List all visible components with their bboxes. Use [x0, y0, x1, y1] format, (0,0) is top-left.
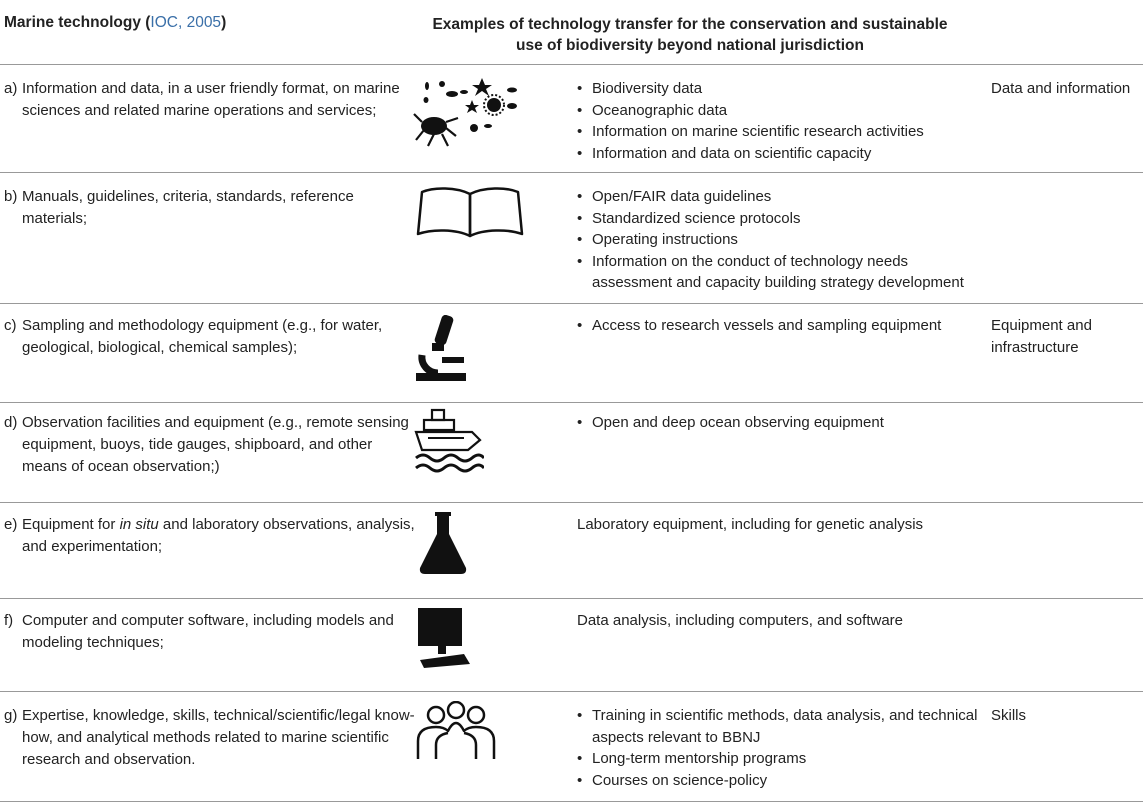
ship-icon — [414, 408, 484, 480]
divider — [0, 172, 1143, 173]
flask-icon — [418, 512, 468, 576]
computer-icon — [416, 606, 472, 670]
examples-list — [577, 315, 987, 337]
list-item: • Access to research vessels and sampling equipment — [577, 315, 987, 337]
header-marine-technology: Marine technology (IOC, 2005) — [4, 14, 227, 31]
row-description: Information and data, in a user friendly format, on marine sciences and related marine operations and services; — [22, 80, 400, 119]
row-letter: d) — [4, 414, 18, 431]
example-text: Data analysis, including computers, and software — [577, 612, 904, 629]
list-item: • Information on the conduct of technology needs assessment and capacity building strategy development — [577, 251, 987, 294]
divider — [0, 303, 1143, 304]
row-letter: a) — [4, 80, 18, 97]
row-letter: e) — [4, 516, 18, 533]
examples-list — [577, 412, 987, 434]
category-label: Equipment and infrastructure — [991, 317, 1092, 356]
row-letter: f) — [4, 612, 14, 629]
row-description: Observation facilities and equipment (e.g., remote sensing equipment, buoys, tide gauges, shipboard, and other means of ocean observation;) — [22, 414, 409, 475]
examples-list — [577, 78, 987, 164]
row-description: Sampling and methodology equipment (e.g., for water, geological, biological, chemical samples); — [22, 317, 383, 356]
category-label: Skills — [991, 707, 1027, 724]
list-item: • Information on marine scientific research activities — [577, 121, 987, 143]
row-letter: c) — [4, 317, 17, 334]
list-item: • Open and deep ocean observing equipment — [577, 412, 987, 434]
citation-link[interactable]: IOC, 2005 — [150, 14, 222, 31]
divider — [0, 801, 1143, 802]
table-header — [0, 0, 1143, 64]
divider — [0, 502, 1143, 503]
people-icon — [414, 701, 498, 765]
list-item: • Standardized science protocols — [577, 208, 987, 230]
row-description: Manuals, guidelines, criteria, standards, reference materials; — [22, 188, 354, 227]
examples-list — [577, 186, 987, 294]
example-text: Laboratory equipment, including for genetic analysis — [577, 516, 924, 533]
list-item: • Operating instructions — [577, 229, 987, 251]
list-item: • Biodiversity data — [577, 78, 987, 100]
list-item: • Long-term mentorship programs — [577, 748, 987, 770]
marine-species-icon — [412, 78, 524, 150]
open-book-icon — [416, 186, 524, 242]
list-item: • Training in scientific methods, data analysis, and technical aspects relevant to BBNJ — [577, 705, 987, 748]
list-item: • Information and data on scientific capacity — [577, 143, 987, 165]
microscope-icon — [414, 315, 468, 383]
list-item: • Courses on science-policy — [577, 770, 987, 792]
list-item: • Oceanographic data — [577, 100, 987, 122]
category-label: Data and information — [991, 80, 1131, 97]
divider — [0, 402, 1143, 403]
divider — [0, 598, 1143, 599]
row-letter: b) — [4, 188, 18, 205]
divider — [0, 64, 1143, 65]
row-description: Equipment for in situ and laboratory observations, analysis, and experimentation; — [22, 516, 415, 555]
list-item: • Open/FAIR data guidelines — [577, 186, 987, 208]
examples-list — [577, 705, 987, 791]
header-examples: Examples of technology transfer for the conservation and sustainable use of biodiversity beyond national jurisdiction — [432, 16, 948, 54]
row-letter: g) — [4, 707, 18, 724]
row-description: Expertise, knowledge, skills, technical/scientific/legal know-how, and analytical methods related to marine scientific research and observation. — [22, 707, 415, 768]
row-description: Computer and computer software, including models and modeling techniques; — [22, 612, 394, 651]
divider — [0, 691, 1143, 692]
